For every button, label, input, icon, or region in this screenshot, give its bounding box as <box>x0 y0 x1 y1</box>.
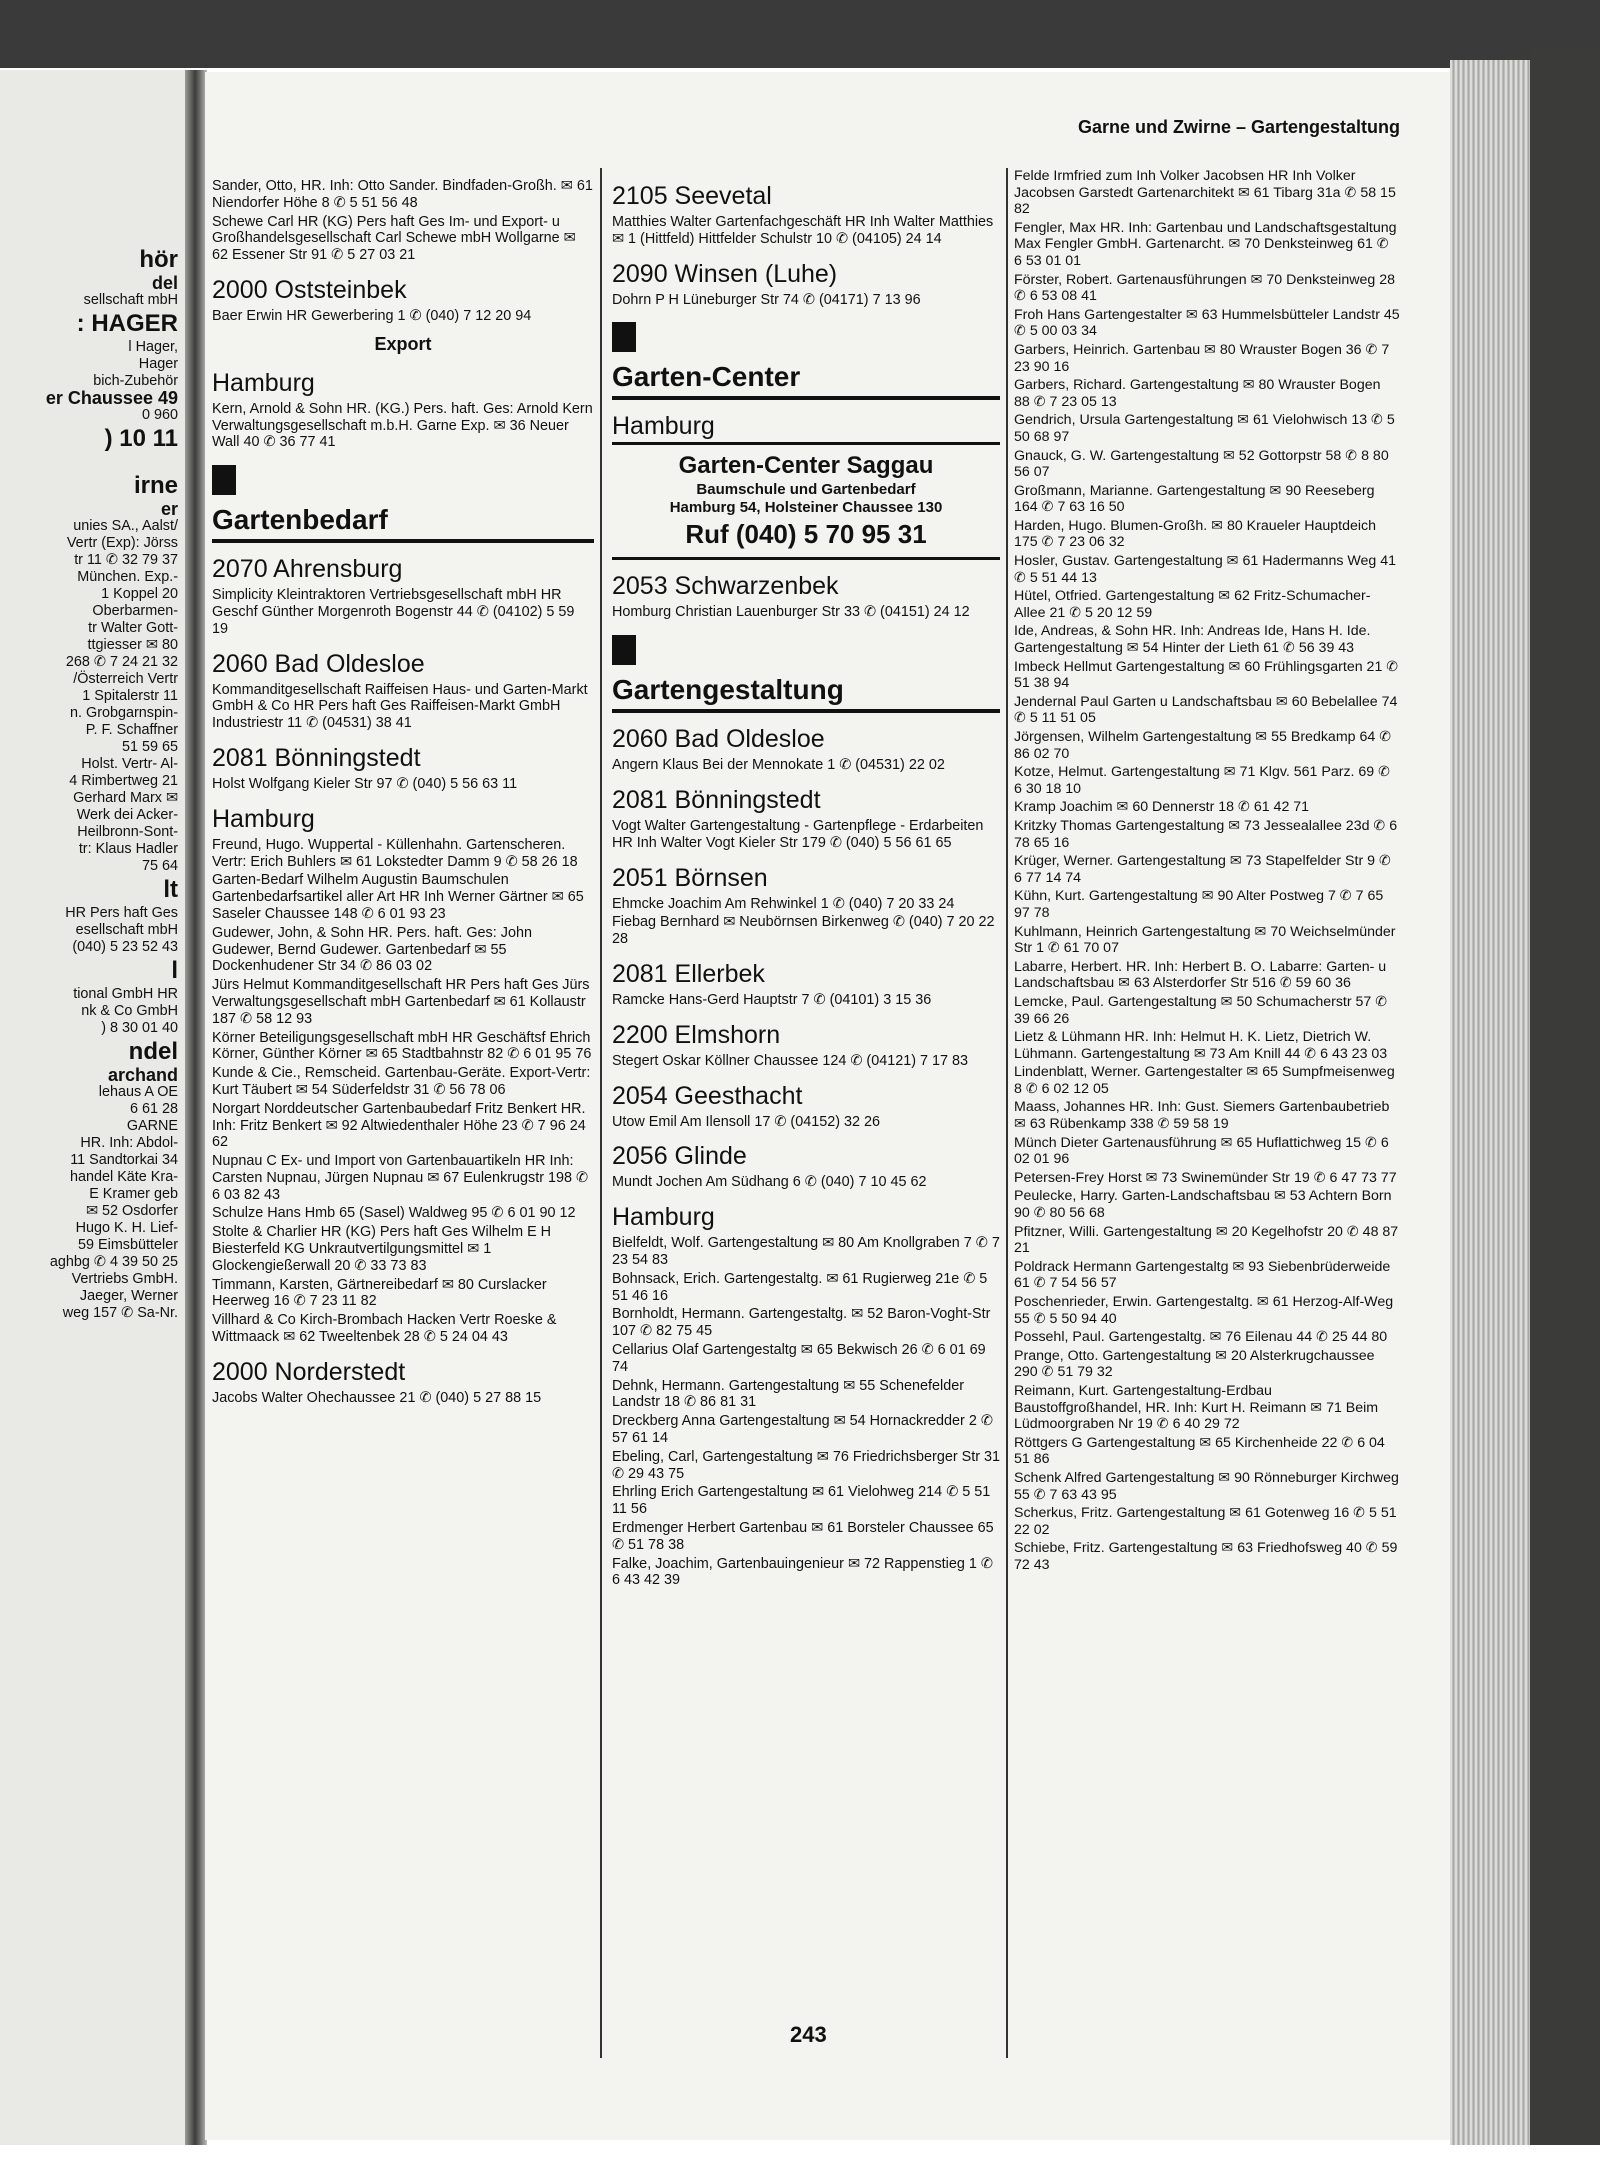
directory-entry: Peulecke, Harry. Garten-Landschaftsbau ✉ 53 Achtern Born 90 ✆ 80 56 68 <box>1014 1188 1392 1222</box>
facing-page-line: /Österreich Vertr <box>73 671 178 687</box>
directory-entry: Körner Beteiligungsgesellschaft mbH HR Geschäftsf Ehrich Körner, Günther Körner ✉ 65 Stadtbahnstr 82 ✆ 6 01 95 76 <box>212 1029 592 1063</box>
page-stack-edge <box>1450 60 1530 2150</box>
directory-entry: Erdmenger Herbert Gartenbau ✉ 61 Borsteler Chaussee 65 ✆ 51 78 38 <box>612 1519 994 1553</box>
directory-entry: Hütel, Otfried. Gartengestaltung ✉ 62 Fritz-Schumacher-Allee 21 ✆ 5 20 12 59 <box>1014 588 1371 621</box>
place-heading: 2081 Bönningstedt <box>212 743 421 772</box>
facing-page-line: HR Pers haft Ges <box>65 905 178 921</box>
place-heading: Hamburg <box>612 412 715 441</box>
facing-page-line: l Hager, <box>128 339 178 355</box>
directory-entry: Bielfeldt, Wolf. Gartengestaltung ✉ 80 Am Knollgraben 7 ✆ 7 23 54 83 <box>612 1235 1000 1268</box>
facing-page-line: n. Grobgarnspin- <box>70 705 178 721</box>
facing-page-line: tr 11 ✆ 32 79 37 <box>74 552 178 568</box>
place-heading: 2053 Schwarzenbek <box>612 572 839 601</box>
facing-page-left <box>0 70 192 2145</box>
scan-border-bottom <box>0 2145 1600 2177</box>
directory-entry: Imbeck Hellmut Gartengestaltung ✉ 60 Frühlingsgarten 21 ✆ 51 38 94 <box>1014 658 1399 692</box>
facing-page-line: tr: Klaus Hadler <box>78 841 178 857</box>
directory-entry: Stolte & Charlier HR (KG) Pers haft Ges Wilhelm E H Biesterfeld KG Unkrautvertilgungsmittel ✉ 1 Glockengießerwall 20 ✆ 33 73 83 <box>212 1224 552 1274</box>
directory-entry: Kritzky Thomas Gartengestaltung ✉ 73 Jessealallee 23d ✆ 6 78 65 16 <box>1014 817 1398 851</box>
section-marker <box>612 635 636 665</box>
facing-page-line: 268 ✆ 7 24 21 32 <box>65 654 178 670</box>
directory-entry: Schiebe, Fritz. Gartengestaltung ✉ 63 Friedhofsweg 40 ✆ 59 72 43 <box>1014 1540 1398 1573</box>
facing-page-line: irne <box>133 472 178 499</box>
directory-entry: Jendernal Paul Garten u Landschaftsbau ✉ 60 Bebelallee 74 ✆ 5 11 51 05 <box>1014 693 1398 727</box>
facing-page-line: l <box>171 957 178 984</box>
facing-page-line: er Chaussee 49 <box>45 388 178 408</box>
facing-page-line: ) 8 30 01 40 <box>101 1020 178 1036</box>
directory-entry: Garbers, Richard. Gartengestaltung ✉ 80 Wrauster Bogen 88 ✆ 7 23 05 13 <box>1014 377 1381 410</box>
directory-entry: Possehl, Paul. Gartengestaltg. ✉ 76 Eilenau 44 ✆ 25 44 80 <box>1014 1329 1388 1346</box>
facing-page-line: archand <box>107 1065 178 1085</box>
facing-page-line: HR. Inh: Abdol- <box>80 1135 178 1151</box>
facing-page-line: GARNE <box>126 1118 178 1134</box>
facing-page-line: München. Exp.- <box>77 569 178 585</box>
facing-page-line: Hager <box>138 356 178 372</box>
facing-page-line: Heilbronn-Sont- <box>77 824 178 840</box>
place-heading: 2070 Ahrensburg <box>212 555 403 584</box>
directory-entry: Kuhlmann, Heinrich Gartengestaltung ✉ 70 Weichselmünder Str 1 ✆ 61 70 07 <box>1014 923 1396 957</box>
facing-page-line: 51 59 65 <box>121 739 178 755</box>
directory-entry: Mundt Jochen Am Südhang 6 ✆ (040) 7 10 45 62 <box>612 1174 927 1191</box>
directory-entry: Vogt Walter Gartengestaltung - Gartenpflege - Erdarbeiten HR Inh Walter Vogt Kieler Str 179 ✆ (040) 5 56 61 65 <box>612 817 984 851</box>
directory-entry: Simplicity Kleintraktoren Vertriebsgesellschaft mbH HR Geschf Günther Morgenroth Bogenstr 44 ✆ (04102) 5 59 19 <box>212 587 575 637</box>
place-heading: 2200 Elmshorn <box>612 1020 781 1049</box>
place-heading: 2000 Norderstedt <box>212 1357 406 1386</box>
place-heading: 2090 Winsen (Luhe) <box>612 259 838 288</box>
directory-entry: Sander, Otto, HR. Inh: Otto Sander. Bindfaden-Großh. ✉ 61 Niendorfer Höhe 8 ✆ 5 51 56 48 <box>212 178 593 211</box>
facing-page-line: : HAGER <box>76 310 178 337</box>
directory-entry: Kramp Joachim ✉ 60 Dennerstr 18 ✆ 61 42 71 <box>1014 799 1310 816</box>
directory-entry: Villhard & Co Kirch-Brombach Hacken Vertr Roeske & Wittmaack ✉ 62 Tweeltenbek 28 ✆ 5 24 04 43 <box>212 1312 557 1346</box>
facing-page-line: hör <box>139 246 178 273</box>
scan-border-top <box>0 0 1600 68</box>
facing-page-line: 59 Eimsbütteler <box>78 1237 178 1253</box>
directory-entry: Fengler, Max HR. Inh: Gartenbau und Landschaftsgestaltung Max Fengler GmbH. Gartenarcht. ✉ 70 Denksteinweg 61 ✆ 6 53 01 01 <box>1014 219 1397 269</box>
section-marker <box>612 322 636 352</box>
directory-entry: Jörgensen, Wilhelm Gartengestaltung ✉ 55 Bredkamp 64 ✆ 86 02 70 <box>1014 729 1392 762</box>
directory-entry: Kühn, Kurt. Gartengestaltung ✉ 90 Alter Postweg 7 ✆ 7 65 97 78 <box>1014 888 1384 921</box>
directory-entry: Münch Dieter Gartenausführung ✉ 65 Huflattichweg 15 ✆ 6 02 01 96 <box>1014 1134 1389 1168</box>
directory-entry: Ehrling Erich Gartengestaltung ✉ 61 Vielohweg 214 ✆ 5 51 11 56 <box>612 1484 991 1518</box>
directory-entry: Jürs Helmut Kommanditgesellschaft HR Pers haft Ges Jürs Verwaltungsgesellschaft mbH Gartenbedarf ✉ 61 Kollaustr 187 ✆ 58 12 93 <box>212 977 590 1027</box>
directory-entry: Schewe Carl HR (KG) Pers haft Ges Im- und Export- u Großhandelsgesellschaft Carl Schewe mbH Wollgarne ✉ 62 Essener Str 91 ✆ 5 27 03 21 <box>212 213 576 264</box>
directory-entry: Bornholdt, Hermann. Gartengestaltg. ✉ 52 Baron-Voght-Str 107 ✆ 82 75 45 <box>612 1306 991 1340</box>
directory-entry: Labarre, Herbert. HR. Inh: Herbert B. O. Labarre: Garten- u Landschaftsbau ✉ 63 Alsterdorfer Str 516 ✆ 59 60 36 <box>1014 958 1387 992</box>
directory-entry: Schulze Hans Hmb 65 (Sasel) Waldweg 95 ✆ 6 01 90 12 <box>212 1205 576 1222</box>
facing-page-line: lt <box>163 876 178 903</box>
place-heading: 2060 Bad Oldesloe <box>612 725 825 754</box>
facing-page-line: bich-Zubehör <box>93 373 178 389</box>
directory-entry: Reimann, Kurt. Gartengestaltung-Erdbau Baustoffgroßhandel, HR. Inh: Kurt H. Reimann ✉ 71 Beim Lüdmoorgraben Nr 19 ✆ 6 40 29 72 <box>1014 1382 1379 1433</box>
directory-entry: Ide, Andreas, & Sohn HR. Inh: Andreas Ide, Hans H. Ide. Gartengestaltung ✉ 54 Hinter der Lieth 61 ✆ 56 39 43 <box>1014 623 1371 657</box>
ad-company-name: Garten-Center Saggau <box>678 452 934 480</box>
directory-entry: Utow Emil Am Ilensoll 17 ✆ (04152) 32 26 <box>612 1113 881 1130</box>
directory-entry: Fiebag Bernhard ✉ Neubörnsen Birkenweg ✆ (040) 7 20 22 28 <box>612 914 995 948</box>
facing-page-line: 1 Spitalerstr 11 <box>82 688 178 704</box>
directory-entry: Kunde & Cie., Remscheid. Gartenbau-Geräte. Export-Vertr: Kurt Täubert ✉ 54 Süderfeldstr 31 ✆ 56 78 06 <box>212 1065 591 1098</box>
facing-page-line: 1 Koppel 20 <box>101 586 178 602</box>
directory-entry: Stegert Oskar Köllner Chaussee 124 ✆ (04121) 7 17 83 <box>612 1052 969 1069</box>
directory-entry: Dohrn P H Lüneburger Str 74 ✆ (04171) 7 13 96 <box>612 291 921 308</box>
facing-page-line: er <box>160 499 178 519</box>
facing-page-line <box>0 454 182 471</box>
place-heading: 2054 Geesthacht <box>612 1081 803 1110</box>
directory-entry: Lindenblatt, Werner. Gartengestalter ✉ 65 Sumpfmeisenweg 8 ✆ 6 02 12 05 <box>1014 1064 1395 1097</box>
facing-page-line: Jaeger, Werner <box>79 1288 178 1304</box>
directory-entry: Kommanditgesellschaft Raiffeisen Haus- und Garten-Markt GmbH & Co HR Pers haft Ges Raiffeisen-Markt GmbH Industriestr 11 ✆ (04531) 38 41 <box>212 681 588 732</box>
directory-entry: Dehnk, Hermann. Gartengestaltung ✉ 55 Schenefelder Landstr 18 ✆ 86 81 31 <box>612 1377 965 1411</box>
directory-entry: Petersen-Frey Horst ✉ 73 Swinemünder Str 19 ✆ 6 47 73 77 <box>1014 1169 1397 1186</box>
column-rule <box>600 168 602 2058</box>
directory-entry: Ehmcke Joachim Am Rehwinkel 1 ✆ (040) 7 20 33 24 <box>612 895 955 912</box>
facing-page-line: esellschaft mbH <box>75 922 178 938</box>
directory-entry: Harden, Hugo. Blumen-Großh. ✉ 80 Kraueler Hauptdeich 175 ✆ 7 23 06 32 <box>1014 517 1377 551</box>
place-heading: 2051 Börnsen <box>612 863 768 892</box>
facing-page-line: Oberbarmen- <box>92 603 178 619</box>
facing-page-line: ttgiesser ✉ 80 <box>87 637 178 653</box>
directory-entry: Ramcke Hans-Gerd Hauptstr 7 ✆ (04101) 3 15 36 <box>612 991 932 1008</box>
directory-entry: Lietz & Lühmann HR. Inh: Helmut H. K. Lietz, Dietrich W. Lühmann. Gartengestaltung ✉ 73 Am Knill 44 ✆ 6 43 23 03 <box>1014 1029 1388 1062</box>
directory-entry: Holst Wolfgang Kieler Str 97 ✆ (040) 5 56 63 11 <box>212 775 518 792</box>
directory-entry: Hosler, Gustav. Gartengestaltung ✉ 61 Hadermanns Weg 41 ✆ 5 51 44 13 <box>1014 553 1397 586</box>
directory-entry: Poldrack Hermann Gartengestaltg ✉ 93 Siebenbrüderweide 61 ✆ 7 54 56 57 <box>1014 1258 1391 1292</box>
directory-entry: Garten-Bedarf Wilhelm Augustin Baumschulen Gartenbedarfsartikel aller Art HR Inh Werner Gärtner ✉ 65 Saseler Chaussee 148 ✆ 6 01 93 23 <box>212 872 584 922</box>
directory-entry: Froh Hans Gartengestalter ✉ 63 Hummelsbütteler Landstr 45 ✆ 5 00 03 34 <box>1014 306 1400 340</box>
directory-entry: Gnauck, G. W. Gartengestaltung ✉ 52 Gottorpstr 58 ✆ 8 80 56 07 <box>1014 447 1389 481</box>
facing-page-line: Vertr (Exp): Jörss <box>66 535 178 551</box>
directory-entry: Falke, Joachim, Gartenbauingenieur ✉ 72 Rappenstieg 1 ✆ 6 43 42 39 <box>612 1555 993 1589</box>
directory-entry: Cellarius Olaf Gartengestaltg ✉ 65 Bekwisch 26 ✆ 6 01 69 74 <box>612 1341 986 1375</box>
ad-phone: Ruf (040) 5 70 95 31 <box>685 519 927 550</box>
directory-entry: Baer Erwin HR Gewerbering 1 ✆ (040) 7 12 20 94 <box>212 307 532 324</box>
section-heading: Gartengestaltung <box>612 673 1000 713</box>
place-heading: Hamburg <box>212 368 315 397</box>
column-1 <box>212 176 594 1409</box>
facing-page-line: weg 157 ✆ Sa-Nr. <box>62 1305 178 1321</box>
facing-page-line: lehaus A OE <box>98 1084 178 1100</box>
directory-entry: Timmann, Karsten, Gärtnereibedarf ✉ 80 Curslacker Heerweg 16 ✆ 7 23 11 82 <box>212 1276 547 1310</box>
directory-entry: Homburg Christian Lauenburger Str 33 ✆ (04151) 24 12 <box>612 604 970 621</box>
directory-entry: Kern, Arnold & Sohn HR. (KG.) Pers. haft. Ges: Arnold Kern Verwaltungsgesellschaft m.b.H. Garne Exp. ✉ 36 Neuer Wall 40 ✆ 36 77 41 <box>212 400 593 451</box>
directory-entry: Schenk Alfred Gartengestaltung ✉ 90 Rönneburger Kirchweg 55 ✆ 7 63 43 95 <box>1014 1469 1399 1503</box>
directory-entry: Prange, Otto. Gartengestaltung ✉ 20 Alsterkrugchaussee 290 ✆ 51 79 32 <box>1014 1347 1375 1381</box>
place-heading: 2056 Glinde <box>612 1142 747 1171</box>
book-gutter <box>185 70 207 2145</box>
facing-page-line: del <box>151 273 178 293</box>
place-heading: 2081 Bönningstedt <box>612 785 821 814</box>
place-heading: 2105 Seevetal <box>612 182 772 210</box>
column-3 <box>1014 166 1400 1576</box>
directory-entry: Lemcke, Paul. Gartengestaltung ✉ 50 Schumacherstr 57 ✆ 39 66 26 <box>1014 993 1388 1027</box>
directory-entry: Röttgers G Gartengestaltung ✉ 65 Kirchenheide 22 ✆ 6 04 51 86 <box>1014 1434 1385 1468</box>
facing-page-line: tr Walter Gott- <box>88 620 178 636</box>
directory-entry: Norgart Norddeutscher Gartenbaubedarf Fritz Benkert HR. Inh: Fritz Benkert ✉ 92 Altwiedenthaler Höhe 23 ✆ 7 96 24 62 <box>212 1100 586 1151</box>
facing-page-line: 75 64 <box>141 858 178 874</box>
directory-entry: Freund, Hugo. Wuppertal - Küllenhahn. Gartenscheren. Vertr: Erich Buhlers ✉ 61 Lokstedter Damm 9 ✆ 58 26 18 <box>212 836 578 870</box>
export-label: Export <box>374 333 432 354</box>
facing-page-line: sellschaft mbH <box>83 292 178 308</box>
section-heading: Gartenbedarf <box>212 503 594 543</box>
directory-entry: Pfitzner, Willi. Gartengestaltung ✉ 20 Kegelhofstr 20 ✆ 48 87 21 <box>1014 1223 1399 1257</box>
advertisement-box <box>612 442 1000 560</box>
directory-entry: Angern Klaus Bei der Mennokate 1 ✆ (04531) 22 02 <box>612 757 945 774</box>
facing-page-line: nk & Co GmbH <box>81 1003 178 1019</box>
place-heading: 2081 Ellerbek <box>612 959 765 988</box>
place-heading: Hamburg <box>212 804 315 833</box>
facing-page-line: ) 10 11 <box>104 425 178 452</box>
column-rule <box>1006 168 1008 2058</box>
directory-entry: Felde Irmfried zum Inh Volker Jacobsen HR Inh Volker Jacobsen Garstedt Gartenarchitekt ✉ 61 Tibarg 31a ✆ 58 15 82 <box>1014 168 1396 218</box>
directory-entry: Matthies Walter Gartenfachgeschäft HR Inh Walter Matthies ✉ 1 (Hittfeld) Hittfelder Schulstr 10 ✆ (04105) 24 14 <box>612 214 994 247</box>
place-heading: 2000 Oststeinbek <box>212 275 407 304</box>
directory-entry: Nupnau C Ex- und Import von Gartenbauartikeln HR Inh: Carsten Nupnau, Jürgen Nupnau ✉ 67 Eulenkrugstr 198 ✆ 6 03 82 43 <box>212 1153 589 1203</box>
directory-entry: Großmann, Marianne. Gartengestaltung ✉ 90 Reeseberg 164 ✆ 7 63 16 50 <box>1014 482 1375 516</box>
directory-entry: Maass, Johannes HR. Inh: Gust. Siemers Gartenbaubetrieb ✉ 63 Rübenkamp 338 ✆ 59 58 19 <box>1014 1099 1390 1133</box>
facing-page-line: E Kramer geb <box>89 1186 178 1202</box>
section-heading: Garten-Center <box>612 360 1000 400</box>
facing-page-line: Holst. Vertr- Al- <box>81 756 178 772</box>
scan-border-right <box>1530 48 1600 2150</box>
directory-entry: Garbers, Heinrich. Gartenbau ✉ 80 Wrauster Bogen 36 ✆ 7 23 90 16 <box>1014 341 1390 375</box>
facing-page-text <box>0 245 182 1322</box>
running-head: Garne und Zwirne – Gartengestaltung <box>1077 117 1400 137</box>
facing-page-line: Vertriebs GmbH. <box>71 1271 178 1287</box>
facing-page-line: (040) 5 23 52 43 <box>72 939 178 955</box>
directory-entry: Poschenrieder, Erwin. Gartengestaltg. ✉ 61 Herzog-Alf-Weg 55 ✆ 5 50 94 40 <box>1014 1294 1394 1327</box>
ad-address: Hamburg 54, Holsteiner Chaussee 130 <box>669 499 943 517</box>
directory-entry: Gendrich, Ursula Gartengestaltung ✉ 61 Vielohwisch 13 ✆ 5 50 68 97 <box>1014 412 1395 445</box>
facing-page-line: Gerhard Marx ✉ <box>73 790 178 806</box>
facing-page-line: Hugo K. H. Lief- <box>75 1220 178 1236</box>
facing-page-line: P. F. Schaffner <box>85 722 178 738</box>
directory-entry: Förster, Robert. Gartenausführungen ✉ 70 Denksteinweg 28 ✆ 6 53 08 41 <box>1014 271 1395 305</box>
place-heading: Hamburg <box>612 1203 715 1232</box>
facing-page-line: 4 Rimbertweg 21 <box>69 773 178 789</box>
facing-page-line: unies SA., Aalst/ <box>73 518 178 534</box>
facing-page-line: Werk dei Acker- <box>76 807 178 823</box>
section-marker <box>212 465 236 495</box>
facing-page-line: handel Käte Kra- <box>69 1169 178 1185</box>
directory-entry: Scherkus, Fritz. Gartengestaltung ✉ 61 Gotenweg 16 ✆ 5 51 22 02 <box>1014 1505 1397 1538</box>
facing-page-line: aghbg ✆ 4 39 50 25 <box>49 1254 178 1270</box>
directory-entry: Bohnsack, Erich. Gartengestaltg. ✉ 61 Rugierweg 21e ✆ 5 51 46 16 <box>612 1270 988 1304</box>
directory-entry: Ebeling, Carl, Gartengestaltung ✉ 76 Friedrichsberger Str 31 ✆ 29 43 75 <box>612 1448 1001 1482</box>
place-heading: 2060 Bad Oldesloe <box>212 649 425 678</box>
directory-entry: Dreckberg Anna Gartengestaltung ✉ 54 Hornackredder 2 ✆ 57 61 14 <box>612 1413 993 1446</box>
facing-page-line: ndel <box>128 1038 178 1065</box>
directory-entry: Krüger, Werner. Gartengestaltung ✉ 73 Stapelfelder Str 9 ✆ 6 77 14 74 <box>1014 853 1391 886</box>
facing-page-line: 11 Sandtorkai 34 <box>70 1152 178 1168</box>
facing-page-line: 0 960 <box>141 407 178 423</box>
directory-entry: Jacobs Walter Ohechaussee 21 ✆ (040) 5 27 88 15 <box>212 1389 542 1406</box>
facing-page-line: ✉ 52 Osdorfer <box>85 1203 178 1219</box>
page-number: 243 <box>790 2022 827 2047</box>
directory-entry: Gudewer, John, & Sohn HR. Pers. haft. Ges: John Gudewer, Bernd Gudewer. Gartenbedarf ✉ 55 Dockenhudener Str 34 ✆ 86 03 02 <box>212 924 532 975</box>
directory-entry: Kotze, Helmut. Gartengestaltung ✉ 71 Klgv. 561 Parz. 69 ✆ 6 30 18 10 <box>1014 764 1391 797</box>
facing-page-line: 6 61 28 <box>129 1101 178 1117</box>
column-2 <box>612 170 1000 1591</box>
facing-page-line: tional GmbH HR <box>73 986 178 1002</box>
ad-tagline: Baumschule und Gartenbedarf <box>696 481 916 499</box>
